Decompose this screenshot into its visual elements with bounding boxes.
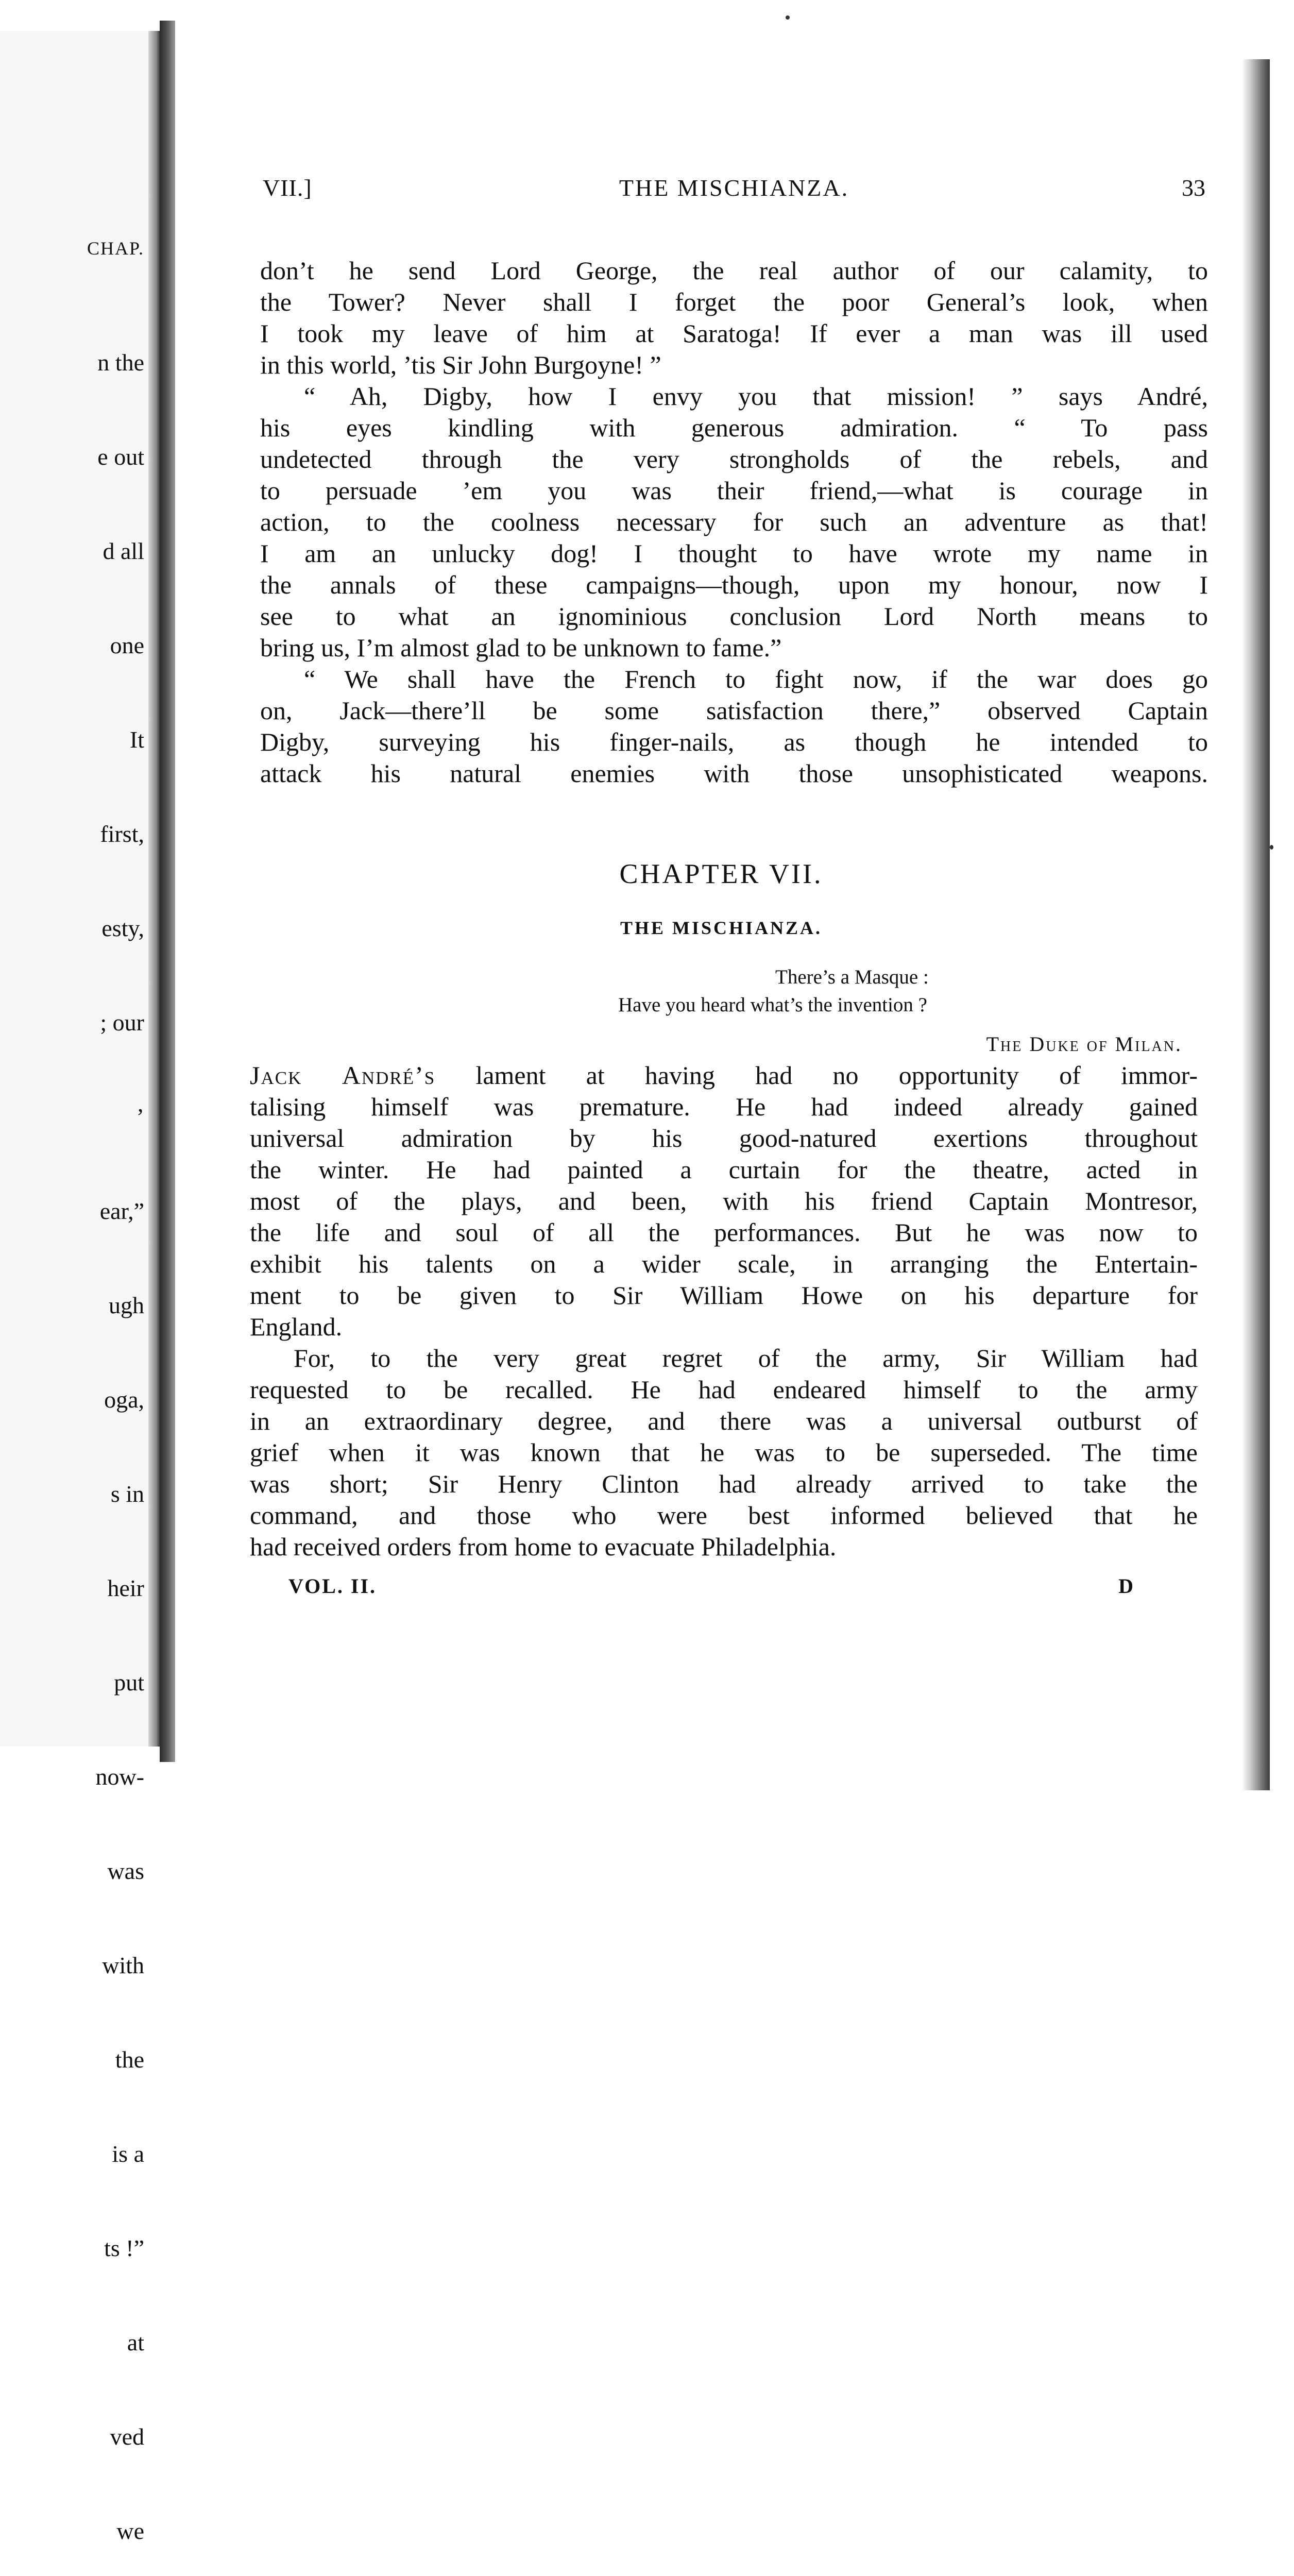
left-page-line: ts !” [104, 2235, 144, 2261]
left-page-line: ; our [100, 1009, 144, 1036]
text-line: the Tower? Never shall I forget the poor General’s look, when [260, 287, 1208, 316]
left-page-line: is a [112, 2141, 144, 2167]
left-page-gutter-shadow [148, 31, 160, 1747]
running-head-title: THE MISCHIANZA. [619, 175, 849, 201]
text-line: in this world, ’tis Sir John Burgoyne! ” [260, 350, 661, 379]
text-line: action, to the coolness necessary for such an adventure as that! [260, 507, 1208, 536]
scan-speck [1270, 845, 1273, 850]
text-line: “ We shall have the French to fight now, if the war does go [304, 665, 1208, 693]
left-page-line: was [107, 1858, 144, 1884]
left-page-line: d all [103, 538, 144, 564]
text-line: see to what an ignominious conclusion Lord North means to [260, 602, 1208, 631]
text-line: For, to the very great regret of the army, Sir William had [294, 1344, 1198, 1372]
text-line: talising himself was premature. He had indeed already gained [250, 1092, 1198, 1121]
left-page-line: ved [110, 2424, 144, 2450]
left-page-line: esty, [101, 915, 144, 941]
text-line: had received orders from home to evacuate Philadelphia. [250, 1532, 837, 1561]
text-line: command, and those who were best informed believed that he [250, 1501, 1198, 1530]
text-line: his eyes kindling with generous admiration. “ To pass [260, 413, 1208, 442]
left-page-line: e out [97, 444, 144, 470]
epigraph [260, 963, 1182, 1058]
text-line: the annals of these campaigns—though, upon my honour, now I [260, 570, 1208, 599]
left-page-line: ’ [136, 1104, 144, 1130]
text-line: England. [250, 1312, 343, 1341]
left-page-line: first, [100, 821, 144, 847]
text-line: to persuade ’em you was their friend,—what is courage in [260, 476, 1208, 505]
chapter-body-text [250, 1060, 1198, 1563]
volume-signature: VOL. II. [288, 1574, 377, 1598]
text-line: ment to be given to Sir William Howe on his departure for [250, 1281, 1198, 1310]
left-page-running-head: CHAP. [87, 238, 144, 259]
text-line: on, Jack—there’ll be some satisfaction there,” observed Captain [260, 696, 1208, 725]
text-line: I am an unlucky dog! I thought to have wrote my name in [260, 539, 1208, 568]
signature-mark: D [1118, 1574, 1133, 1598]
opening-words: Jack André’s [250, 1061, 436, 1090]
top-text-block [260, 255, 1208, 789]
left-page-line: It [129, 726, 144, 753]
text-line: don’t he send Lord George, the real author of our calamity, to [260, 256, 1208, 285]
left-page-line: the [115, 2046, 144, 2073]
left-page-line: we [116, 2518, 144, 2544]
page-edge-shadow [1241, 59, 1270, 1790]
left-page-line: one [110, 632, 144, 658]
left-page-line: ear,” [99, 1198, 144, 1224]
epigraph-line: There’s a Masque : [775, 966, 929, 988]
left-page-line: n the [97, 349, 144, 376]
text-line: most of the plays, and been, with his friend Captain Montresor, [250, 1187, 1198, 1215]
scan-speck [786, 15, 790, 20]
book-spine [160, 21, 175, 1762]
page-number: 33 [1182, 175, 1205, 201]
text-line: was short; Sir Henry Clinton had already arrived to take the [250, 1469, 1198, 1498]
left-page-line: s in [110, 1481, 144, 1507]
left-facing-page [0, 31, 160, 2544]
epigraph-attribution: The Duke of Milan. [986, 1032, 1182, 1056]
left-page-line: at [127, 2329, 144, 2355]
chapter-title: CHAPTER VII. [619, 858, 823, 889]
text-line: universal admiration by his good-natured exertions throughout [250, 1124, 1198, 1153]
page-footer [288, 1574, 1133, 1605]
text-line: grief when it was known that he was to be superseded. The time [250, 1438, 1198, 1467]
text-line: requested to be recalled. He had endeared himself to the army [250, 1375, 1198, 1404]
text-line: I took my leave of him at Saratoga! If ever a man was ill used [260, 319, 1208, 348]
text-line: attack his natural enemies with those unsophisticated weapons. [260, 759, 1208, 788]
text-line: the winter. He had painted a curtain for the theatre, acted in [250, 1155, 1198, 1184]
text-line: undetected through the very strongholds of the rebels, and [260, 445, 1208, 473]
text-line: bring us, I’m almost glad to be unknown to fame.” [260, 633, 782, 662]
left-page-line: heir [107, 1575, 144, 1601]
epigraph-line: Have you heard what’s the invention ? [618, 994, 927, 1016]
chapter-subtitle: THE MISCHIANZA. [620, 918, 823, 938]
main-page [175, 28, 1270, 1765]
opening-line-rest: lament at having had no opportunity of immor- [435, 1061, 1198, 1090]
text-line: exhibit his talents on a wider scale, in arranging the Entertain- [250, 1249, 1198, 1278]
running-head [263, 174, 1205, 215]
left-page-line: oga, [104, 1386, 144, 1413]
text-line-first [250, 1060, 1198, 1091]
text-line: the life and soul of all the performances. But he was now to [250, 1218, 1198, 1247]
left-page-line: with [102, 1952, 144, 1978]
text-line: “ Ah, Digby, how I envy you that mission! ” says André, [304, 382, 1208, 411]
text-line: in an extraordinary degree, and there was a universal outburst of [250, 1406, 1198, 1435]
text-line: Digby, surveying his finger-nails, as though he intended to [260, 727, 1208, 756]
left-page-line: put [114, 1669, 144, 1696]
running-head-chapter: VII.] [263, 175, 312, 201]
left-page-line: ugh [109, 1292, 144, 1318]
left-page-line: now- [95, 1764, 144, 1790]
left-page-text [87, 170, 144, 2576]
